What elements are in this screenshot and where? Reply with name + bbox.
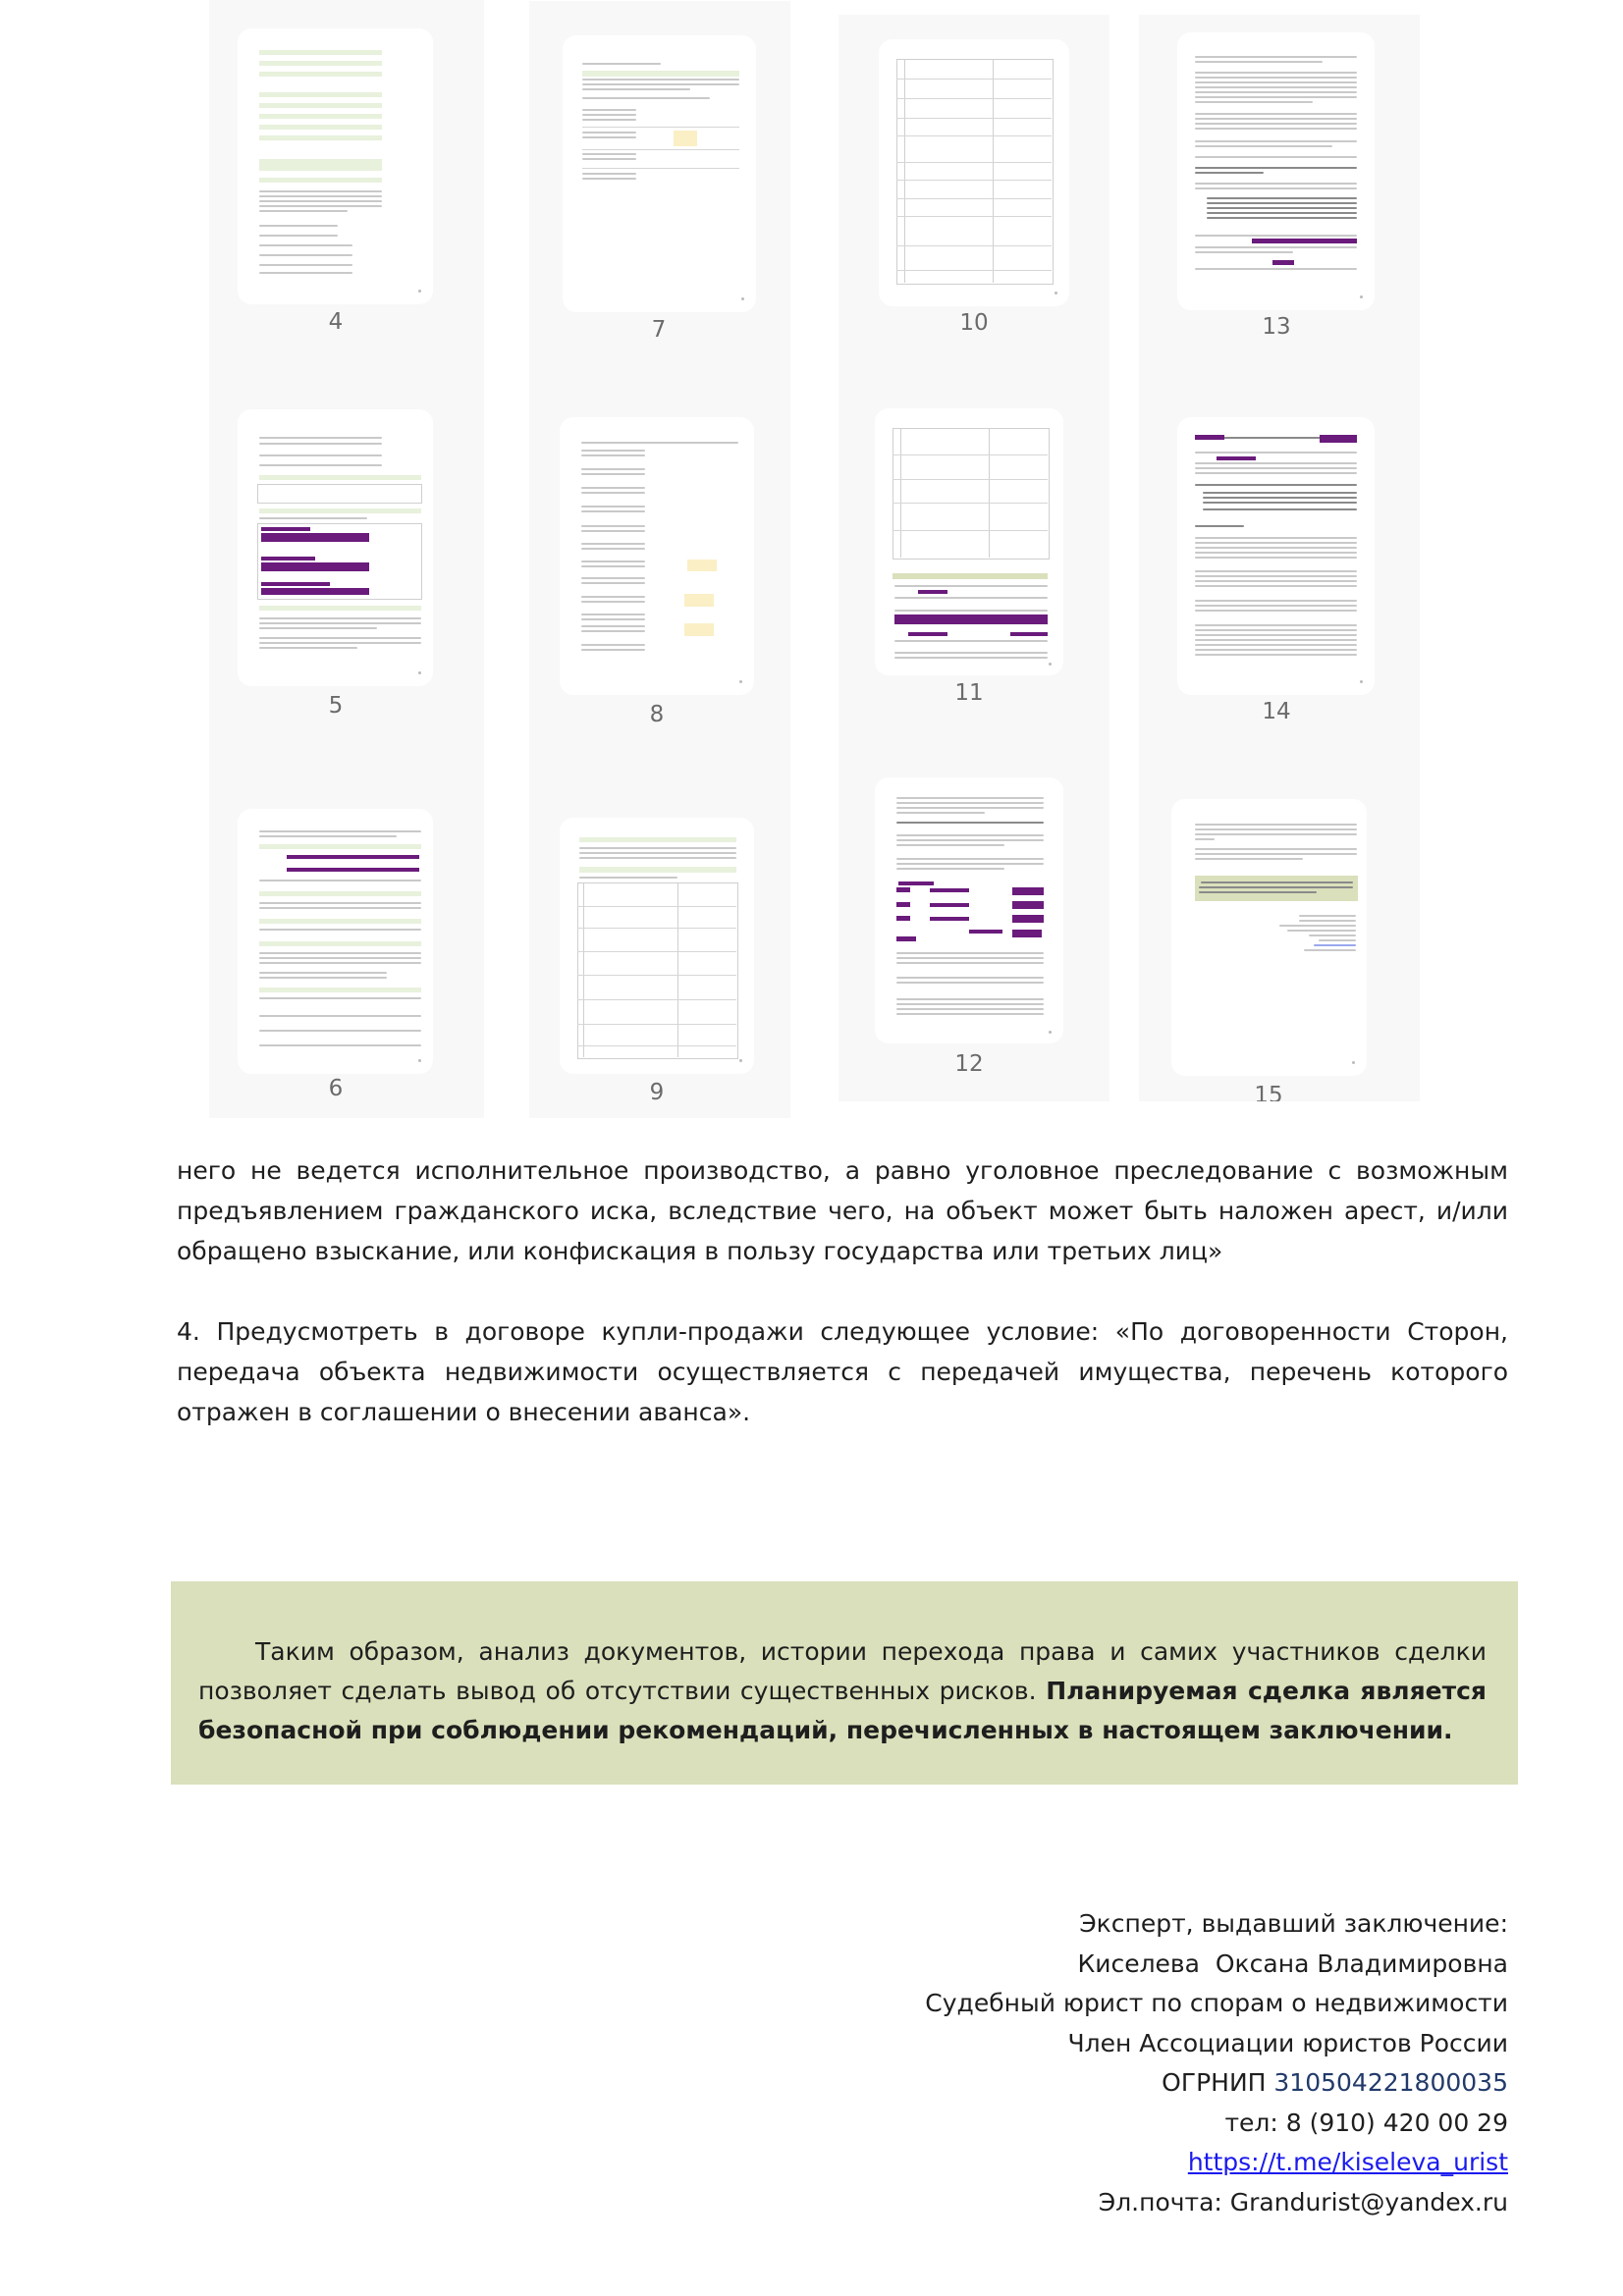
page-thumbnail-5[interactable] (238, 409, 433, 686)
page-thumbnail-14[interactable] (1177, 417, 1375, 695)
conclusion-bold-text: Планируемая сделка является безопасной при соблюдении рекомендаций, перечисленных в настоящем заключении. (198, 1677, 1487, 1744)
conclusion-summary-box (171, 1581, 1518, 1785)
page-number-label: 9 (649, 1080, 665, 1105)
telegram-link[interactable]: https://t.me/kiseleva_urist (1187, 2148, 1508, 2176)
page-thumbnail-7[interactable] (563, 35, 756, 312)
page-number-label: 11 (954, 680, 984, 706)
recommendation-item-4: 4. Предусмотреть в договоре купли-продажи следующее условие: «По договоренности Сторон, передача объекта недвижимости осуществляется с передачей имущества, перечень которого отражен в соглашении о внесении аванса». (177, 1317, 1508, 1426)
signature-title: Эксперт, выдавший заключение: (1079, 1909, 1508, 1938)
expert-position: Судебный юрист по спорам о недвижимости (925, 1989, 1508, 2017)
page-number-label: 15 (1254, 1083, 1283, 1101)
expert-email: Эл.почта: Grandurist@yandex.ru (1098, 2187, 1508, 2216)
expert-phone: тел: 8 (910) 420 00 29 (1224, 2108, 1508, 2137)
page-number-label: 7 (651, 317, 667, 343)
page-number-label: 13 (1262, 314, 1291, 340)
conclusion-normal-text: Таким образом, анализ документов, истории перехода права и самих участников сделки позволяет сделать вывод об отсутствии существенных рисков. (198, 1637, 1487, 1705)
conclusion-text (198, 1632, 1487, 1750)
page-number-label: 6 (328, 1076, 344, 1101)
page-number-label: 5 (328, 693, 344, 719)
page-thumbnail-13[interactable] (1177, 32, 1375, 310)
page-number-label: 12 (954, 1051, 984, 1077)
page-number-label: 14 (1262, 699, 1291, 724)
page-thumbnail-12[interactable] (875, 777, 1063, 1043)
page-thumbnail-11[interactable] (875, 408, 1063, 675)
page-thumbnail-9[interactable] (560, 818, 754, 1074)
expert-signature (925, 1904, 1508, 2222)
expert-ogrnip (925, 2063, 1508, 2104)
page-thumbnail-4[interactable] (238, 28, 433, 304)
page-thumbnail-15[interactable] (1171, 799, 1367, 1076)
ogrnip-value: 310504221800035 (1273, 2068, 1508, 2097)
page-number-label: 10 (959, 310, 989, 336)
page-number-label: 8 (649, 702, 665, 727)
document-body (177, 1150, 1508, 1432)
page-number-label: 4 (328, 309, 344, 335)
expert-name: Киселева Оксана Владимировна (1077, 1949, 1508, 1978)
page-thumbnail-6[interactable] (238, 809, 433, 1074)
paragraph-continuation: него не ведется исполнительное производство, а равно уголовное преследование с возможным предъявлением гражданского иска, вследствие чего, на объект может быть наложен арест, и/или обращено взыскание, или конфискация в пользу государства или третьих лиц» (177, 1156, 1508, 1265)
ogrnip-label: ОГРНИП (1162, 2068, 1274, 2097)
page-thumbnail-10[interactable] (879, 39, 1069, 306)
expert-membership: Член Ассоциации юристов России (1067, 2028, 1508, 2057)
page-thumbnail-8[interactable] (560, 417, 754, 695)
